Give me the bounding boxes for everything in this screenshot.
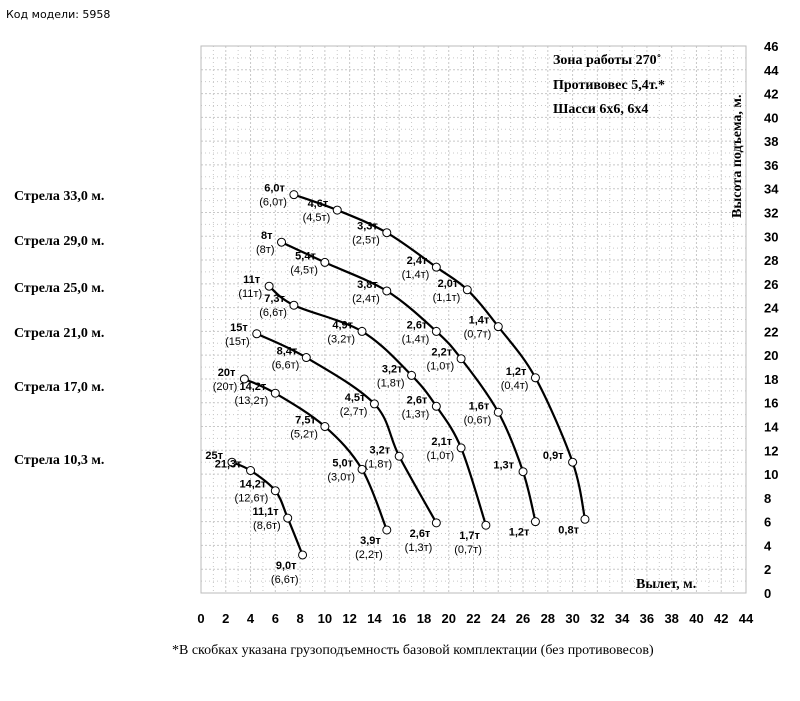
curve-point <box>299 551 307 559</box>
info-box <box>553 53 665 117</box>
point-load-label: 4,5т <box>344 391 366 404</box>
curve-point <box>432 327 440 335</box>
curve-point <box>370 400 378 408</box>
point-base-load-label: (1,8т) <box>376 377 405 390</box>
curve-point <box>408 371 416 379</box>
curve-point <box>531 518 539 526</box>
point-base-load-label: (1,1т) <box>432 291 461 304</box>
x-tick-label: 16 <box>391 611 407 626</box>
curve-point <box>358 327 366 335</box>
y-tick-label: 46 <box>764 39 779 54</box>
point-load-label: 1,4т <box>468 314 490 327</box>
x-tick-label: 40 <box>689 611 704 626</box>
y-tick-label: 28 <box>764 253 779 269</box>
x-tick-label: 36 <box>639 611 655 626</box>
curve-point <box>569 458 577 466</box>
y-tick-label: 38 <box>764 134 779 150</box>
x-tick-label: 18 <box>416 611 432 626</box>
curve-point <box>531 374 539 382</box>
x-tick-label: 38 <box>664 611 679 626</box>
point-base-load-label: (3,0т) <box>327 471 356 484</box>
curve-point <box>519 468 527 476</box>
point-base-load-label: (3,2т) <box>327 333 356 346</box>
curve-point <box>383 287 391 295</box>
x-tick-label: 10 <box>317 611 333 626</box>
point-load-label: 3,8т <box>357 278 378 291</box>
point-load-label: 2,6т <box>406 394 428 407</box>
x-tick-label: 2 <box>222 611 230 626</box>
point-load-label: 7,3т <box>264 293 285 306</box>
curve-point <box>253 330 261 338</box>
point-base-load-label: (1,3т) <box>401 408 430 421</box>
y-tick-label: 0 <box>764 586 772 601</box>
point-load-label: 20т <box>217 366 236 379</box>
point-base-load-label: (1,0т) <box>426 360 455 373</box>
point-base-load-label: (1,4т) <box>401 333 430 346</box>
curve-point <box>581 515 589 523</box>
y-tick-label: 42 <box>764 86 779 102</box>
x-tick-label: 42 <box>713 611 729 626</box>
curve-point <box>302 354 310 362</box>
point-load-label: 5,4т <box>295 250 316 263</box>
point-base-load-label: (1,4т) <box>401 269 430 282</box>
curve-point <box>383 526 391 534</box>
y-tick-label: 34 <box>764 181 779 197</box>
point-base-load-label: (2,2т) <box>355 548 383 561</box>
curve-point <box>321 423 329 431</box>
x-tick-label: 24 <box>491 611 506 626</box>
point-load-label: 2,4т <box>406 255 428 268</box>
point-base-load-label: (1,3т) <box>404 541 433 554</box>
curve-point <box>321 258 329 266</box>
point-load-label: 1,6т <box>468 400 490 413</box>
curve-point <box>265 282 273 290</box>
y-tick-label: 2 <box>764 562 772 578</box>
point-base-load-label: (11т) <box>238 288 263 301</box>
point-load-label: 6,0т <box>264 182 285 195</box>
curve-point <box>457 444 465 452</box>
point-base-load-label: (0,7т) <box>454 544 482 557</box>
point-base-load-label: (2,7т) <box>339 405 368 418</box>
y-tick-label: 6 <box>764 514 772 530</box>
x-tick-label: 26 <box>515 611 531 626</box>
curve-point <box>463 286 471 294</box>
point-base-load-label: (12,6т) <box>234 492 269 505</box>
x-tick-label: 20 <box>441 611 456 626</box>
point-load-label: 3,3т <box>357 220 378 233</box>
curve-point <box>432 263 440 271</box>
y-tick-label: 44 <box>764 62 779 78</box>
point-base-load-label: (13,2т) <box>234 395 269 408</box>
y-tick-label: 30 <box>764 229 779 245</box>
curve-point <box>457 355 465 363</box>
point-load-label: 2,6т <box>409 527 431 540</box>
point-load-label: 0,8т <box>558 524 579 537</box>
point-base-load-label: (20т) <box>212 380 238 393</box>
x-tick-label: 14 <box>367 611 382 626</box>
point-base-load-label: (6,0т) <box>259 196 287 209</box>
point-load-label: 15т <box>230 321 248 334</box>
point-base-load-label: (8т) <box>256 244 275 257</box>
x-tick-label: 0 <box>197 611 205 626</box>
point-base-load-label: (2,4т) <box>352 292 380 305</box>
point-load-label: 1,3т <box>493 459 515 472</box>
point-base-load-label: (2,5т) <box>352 234 380 247</box>
x-tick-label: 44 <box>738 611 754 626</box>
point-load-label: 9,0т <box>275 559 297 572</box>
y-tick-label: 22 <box>764 324 779 340</box>
boom-label-25: Стрела 25,0 м. <box>14 281 105 296</box>
point-load-label: 11,1т <box>252 506 279 519</box>
point-base-load-label: (0,7т) <box>463 328 492 341</box>
curve-point <box>290 191 298 199</box>
boom-label-29: Стрела 29,0 м. <box>14 234 105 249</box>
point-load-label: 3,2т <box>381 363 403 376</box>
point-base-load-label: (6,6т) <box>270 573 299 586</box>
curve-point <box>383 229 391 237</box>
curve-point <box>494 323 502 331</box>
point-base-load-label: (4,5т) <box>302 212 331 225</box>
point-load-label: 8,4т <box>276 345 298 358</box>
boom-label-21: Стрела 21,0 м. <box>14 326 105 341</box>
y-tick-label: 26 <box>764 276 779 292</box>
x-tick-label: 30 <box>565 611 580 626</box>
point-load-label: 2,1т <box>431 435 453 448</box>
point-base-load-label: (6,6т) <box>259 307 287 320</box>
point-load-label: 4,6т <box>307 198 329 211</box>
x-tick-label: 34 <box>614 611 630 626</box>
curve-point <box>494 408 502 416</box>
y-tick-label: 10 <box>764 467 779 483</box>
point-load-label: 4,9т <box>332 319 354 332</box>
y-axis-title: Высота подъема, м. <box>730 94 745 218</box>
point-load-label: 8т <box>260 230 273 243</box>
y-tick-label: 40 <box>764 110 779 126</box>
boom-label-10: Стрела 10,3 м. <box>14 453 105 468</box>
x-tick-label: 4 <box>246 611 255 626</box>
point-base-load-label: (0,4т) <box>500 379 529 392</box>
info-zone: Зона работы 270˚ <box>553 53 662 68</box>
point-load-label: 1,2т <box>505 365 527 378</box>
y-tick-label: 4 <box>764 538 772 554</box>
info-counterweight: Противовес 5,4т.* <box>553 78 666 93</box>
point-load-label: 2,2т <box>431 346 453 359</box>
point-load-label: 3,2т <box>369 444 391 457</box>
x-tick-label: 22 <box>466 611 481 626</box>
y-tick-label: 32 <box>764 205 779 221</box>
curve-point <box>395 452 403 460</box>
info-chassis: Шасси 6х6, 6х4 <box>553 102 649 117</box>
curve-point <box>247 467 255 475</box>
y-tick-label: 24 <box>764 300 779 316</box>
curve-point <box>432 402 440 410</box>
y-tick-label: 18 <box>764 371 779 387</box>
x-tick-label: 6 <box>271 611 279 626</box>
model-code: Код модели: 5958 <box>6 8 111 21</box>
point-base-load-label: (1,8т) <box>364 458 393 471</box>
curve-point <box>271 389 279 397</box>
point-load-label: 1,7т <box>459 530 480 543</box>
curve-point <box>278 238 286 246</box>
point-base-load-label: (15т) <box>225 335 250 348</box>
curve-point <box>333 206 341 214</box>
x-tick-label: 32 <box>590 611 605 626</box>
curve-point <box>432 519 440 527</box>
boom-label-33: Стрела 33,0 м. <box>14 189 105 204</box>
x-tick-label: 28 <box>540 611 556 626</box>
y-tick-label: 36 <box>764 157 779 173</box>
point-load-label: 14,2т <box>239 381 267 394</box>
point-base-load-label: (5,2т) <box>290 428 318 441</box>
point-load-label: 14,2т <box>239 478 267 491</box>
point-load-label: 21,3т <box>214 458 242 471</box>
curve-point <box>482 521 490 529</box>
y-tick-label: 16 <box>764 395 779 411</box>
x-axis-title: Вылет, м. <box>636 577 697 592</box>
point-base-load-label: (1,0т) <box>426 449 455 462</box>
point-load-label: 11т <box>243 274 261 287</box>
curve-point <box>271 487 279 495</box>
boom-label-17: Стрела 17,0 м. <box>14 380 105 395</box>
x-tick-label: 12 <box>342 611 357 626</box>
point-base-load-label: (8,6т) <box>253 520 281 533</box>
point-load-label: 2,6т <box>406 319 428 332</box>
y-tick-label: 20 <box>764 348 779 364</box>
point-load-label: 1,2т <box>508 526 530 539</box>
y-tick-label: 12 <box>764 443 779 459</box>
footnote: *В скобках указана грузоподъемность базовой комплектации (без противовесов) <box>172 643 654 658</box>
x-tick-label: 8 <box>296 611 304 626</box>
point-load-label: 0,9т <box>542 450 564 463</box>
y-tick-label: 14 <box>764 419 779 435</box>
curve-point <box>290 301 298 309</box>
point-load-label: 3,9т <box>360 534 381 547</box>
point-base-load-label: (6,6т) <box>271 359 300 372</box>
y-tick-label: 8 <box>764 490 772 506</box>
curve-point <box>284 514 292 522</box>
point-load-label: 25т <box>205 450 223 463</box>
point-load-label: 2,0т <box>437 277 459 290</box>
point-load-label: 7,5т <box>295 414 316 427</box>
point-base-load-label: (4,5т) <box>290 264 318 277</box>
point-load-label: 5,0т <box>332 457 354 470</box>
point-base-load-label: (0,6т) <box>463 414 492 427</box>
